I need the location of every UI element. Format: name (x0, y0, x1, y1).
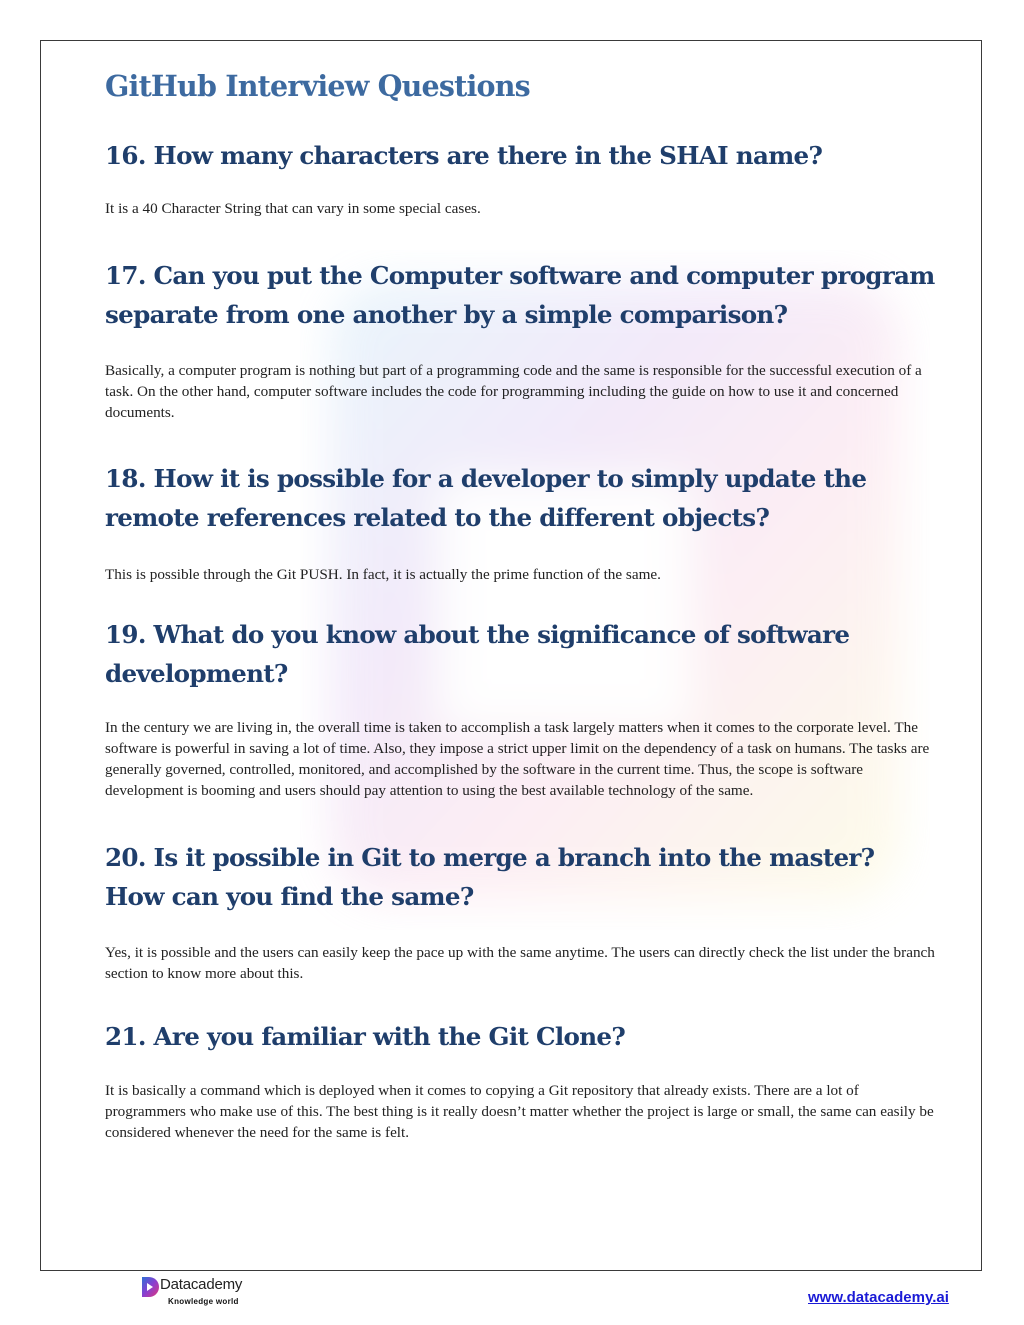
logo-tagline: Knowledge world (168, 1297, 239, 1306)
page-title: GitHub Interview Questions (105, 69, 530, 103)
document-body (105, 66, 935, 1143)
logo-name: Datacademy (160, 1276, 243, 1293)
website-link[interactable]: www.datacademy.ai (808, 1289, 949, 1306)
question-heading-21: 21. Are you familiar with the Git Clone? (105, 1022, 626, 1051)
question-heading-20: 20. Is it possible in Git to merge a branch into the master? How can you find the same? (105, 843, 875, 911)
question-heading-16: 16. How many characters are there in the SHAI name? (105, 141, 823, 170)
answer-21: It is basically a command which is deployed when it comes to copying a Git repository that already exists. There are a lot of programmers who make use of this. The best thing is it really doesn’t matter whether the project is large or small, the same can easily be considered whenever the need for the same is felt. (105, 1082, 934, 1141)
datacademy-logo-icon (140, 1275, 160, 1299)
footer-logo (140, 1275, 270, 1311)
question-heading-17: 17. Can you put the Computer software and computer program separate from one another by a simple comparison? (105, 261, 935, 329)
answer-18: This is possible through the Git PUSH. In fact, it is actually the prime function of the same. (105, 566, 661, 583)
answer-17: Basically, a computer program is nothing but part of a programming code and the same is responsible for the successful execution of a task. On the other hand, computer software includes the code for programming including the guide on how to use it and concerned documents. (105, 362, 922, 421)
question-heading-18: 18. How it is possible for a developer to simply update the remote references related to the different objects? (105, 464, 867, 532)
answer-19: In the century we are living in, the overall time is taken to accomplish a task largely matters when it comes to the corporate level. The software is powerful in saving a lot of time. Also, they impose a strict upper limit on the dependency of a task on humans. The tasks are generally governed, controlled, monitored, and accomplished by the software in the current time. Thus, the scope is software development is booming and users should pay attention to using the best available technology of the same. (105, 719, 930, 799)
answer-20: Yes, it is possible and the users can easily keep the pace up with the same anytime. The users can directly check the list under the branch section to know more about this. (105, 944, 935, 982)
question-heading-19: 19. What do you know about the significance of software development? (105, 620, 850, 688)
answer-16: It is a 40 Character String that can vary in some special cases. (105, 200, 481, 217)
